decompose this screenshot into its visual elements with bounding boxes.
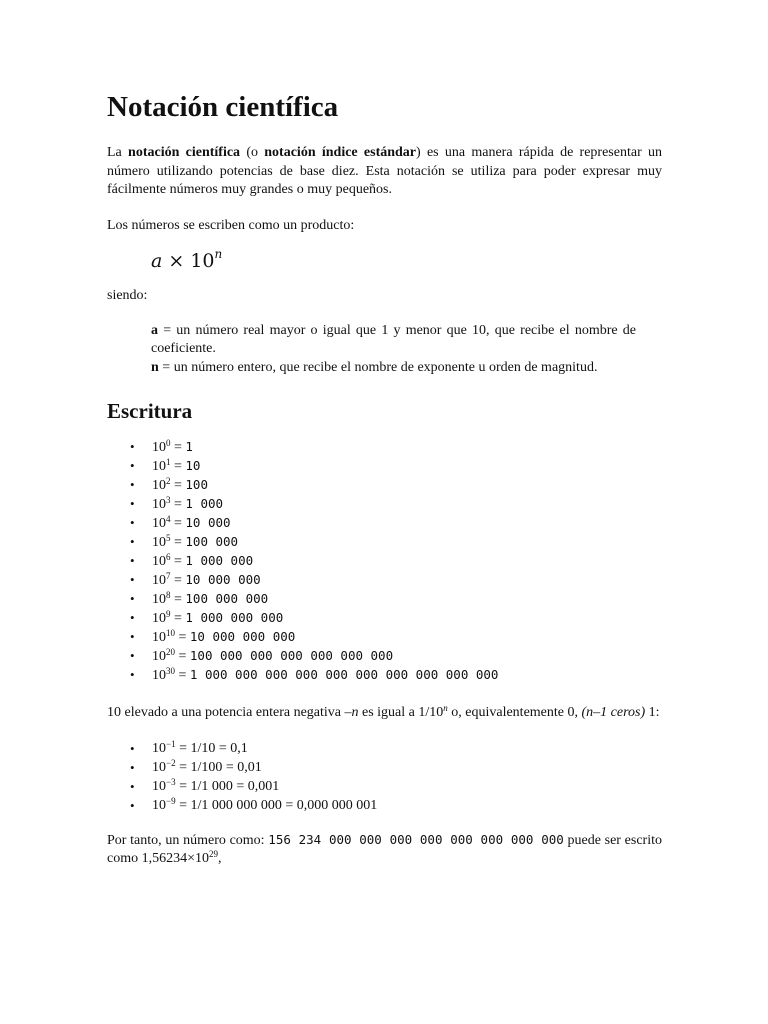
power-exponent: 0	[166, 438, 171, 448]
power-base: 10	[152, 611, 166, 626]
definition-n	[151, 359, 636, 378]
bullet-icon: •	[130, 648, 135, 663]
bullet-icon: •	[130, 591, 135, 606]
bullet-icon: •	[130, 439, 135, 454]
intro-bold-term: notación científica	[128, 145, 241, 160]
power-exponent: 5	[166, 533, 171, 543]
intro-text: (o	[240, 145, 265, 160]
power-base: 10	[152, 759, 166, 775]
list-item	[107, 777, 662, 796]
power-value: 100	[185, 477, 208, 492]
list-item	[107, 551, 662, 570]
final-text: puede ser escrito como 1,56234×10	[107, 832, 662, 866]
list-item	[107, 437, 662, 456]
list-item	[107, 570, 662, 589]
power-base: 10	[152, 797, 166, 813]
power-exponent: 20	[166, 647, 175, 657]
power-base: 10	[152, 668, 166, 683]
power-exponent: −1	[166, 738, 176, 749]
intro-text: La	[107, 145, 129, 160]
power-value: 1 000 000 000 000 000 000 000 000 000 000	[189, 667, 499, 682]
negative-n: –n	[344, 705, 359, 720]
power-base: 10	[152, 649, 166, 664]
bullet-icon: •	[130, 496, 135, 511]
definition-term: a	[151, 322, 158, 338]
formula	[151, 249, 662, 273]
bullet-icon: •	[130, 477, 135, 492]
intro-bold-term: notación índice estándar	[264, 145, 417, 160]
power-exponent: −9	[166, 795, 176, 806]
power-exponent: −3	[166, 776, 176, 787]
list-item	[107, 627, 662, 646]
power-exponent: 1	[166, 457, 171, 467]
power-base: 10	[152, 497, 166, 512]
power-exponent: 4	[166, 514, 171, 524]
power-eq: =	[170, 554, 186, 569]
bullet-icon: •	[130, 797, 135, 813]
section-title: Escritura	[107, 399, 193, 423]
power-base: 10	[152, 516, 166, 531]
final-paragraph	[107, 831, 662, 869]
list-item	[107, 475, 662, 494]
negative-powers-list	[107, 739, 662, 815]
definition-text: un número real mayor o igual que 1 y menor que 10, que recibe el nombre de coeficiente.	[151, 322, 636, 356]
definition-term: n	[151, 359, 159, 375]
power-eq: =	[170, 497, 186, 512]
definition-a	[151, 322, 636, 359]
definition-eq: =	[158, 359, 174, 375]
bullet-icon: •	[130, 534, 135, 549]
power-value: = 1/1 000 = 0,001	[175, 778, 280, 794]
power-eq: =	[170, 516, 186, 531]
list-item	[107, 796, 662, 815]
power-value: = 1/1 000 000 000 = 0,000 000 001	[175, 797, 378, 813]
power-eq: =	[170, 459, 186, 474]
power-base: 10	[152, 778, 166, 794]
document-page	[107, 88, 662, 869]
list-item	[107, 646, 662, 665]
page-title: Notación científica	[107, 91, 339, 123]
power-value: 1 000	[185, 496, 224, 511]
power-eq: =	[175, 668, 190, 683]
definitions	[151, 322, 636, 378]
power-value: = 1/100 = 0,01	[175, 759, 262, 775]
bullet-icon: •	[130, 572, 135, 587]
list-item	[107, 589, 662, 608]
power-base: 10	[152, 592, 166, 607]
power-base: 10	[152, 630, 166, 645]
bullet-icon: •	[130, 629, 135, 644]
power-value: 1	[185, 439, 193, 454]
negative-text: 1:	[645, 705, 660, 720]
product-paragraph: Los números se escriben como un producto:	[107, 217, 355, 233]
power-value: 10 000	[185, 515, 231, 530]
negative-text: es igual a 1/10	[358, 705, 444, 720]
bullet-icon: •	[130, 458, 135, 473]
power-eq: =	[170, 573, 186, 588]
power-exponent: 6	[166, 552, 171, 562]
power-eq: =	[170, 478, 186, 493]
negative-exponent: n	[443, 703, 448, 713]
bullet-icon: •	[130, 740, 135, 756]
power-exponent: 8	[166, 590, 171, 600]
power-base: 10	[152, 459, 166, 474]
powers-list	[107, 437, 662, 684]
power-base: 10	[152, 573, 166, 588]
formula-coefficient: a	[151, 250, 163, 272]
bullet-icon: •	[130, 778, 135, 794]
power-eq: =	[170, 592, 186, 607]
list-item	[107, 494, 662, 513]
bullet-icon: •	[130, 610, 135, 625]
list-item	[107, 532, 662, 551]
power-value: 1 000 000 000	[185, 610, 284, 625]
power-eq: =	[175, 649, 190, 664]
power-base: 10	[152, 440, 166, 455]
power-base: 10	[152, 478, 166, 493]
power-eq: =	[170, 611, 186, 626]
list-item	[107, 608, 662, 627]
list-item	[107, 513, 662, 532]
power-value: 10	[185, 458, 201, 473]
list-item	[107, 665, 662, 684]
power-value: 100 000 000	[185, 591, 269, 606]
power-exponent: −2	[166, 757, 176, 768]
power-exponent: 10	[166, 628, 175, 638]
power-base: 10	[152, 740, 166, 756]
power-eq: =	[175, 630, 190, 645]
power-base: 10	[152, 554, 166, 569]
power-exponent: 7	[166, 571, 171, 581]
intro-paragraph	[107, 144, 662, 200]
definition-text: un número entero, que recibe el nombre de exponente u orden de magnitud.	[173, 359, 598, 375]
negative-paragraph	[107, 704, 662, 723]
formula-times: × 10	[162, 250, 215, 272]
power-value: 100 000	[185, 534, 239, 549]
siendo-paragraph: siendo:	[107, 288, 148, 303]
final-exponent: 29	[209, 849, 218, 859]
bullet-icon: •	[130, 667, 135, 682]
power-exponent: 3	[166, 495, 171, 505]
power-exponent: 9	[166, 609, 171, 619]
power-eq: =	[170, 440, 186, 455]
bullet-icon: •	[130, 515, 135, 530]
power-value: 10 000 000 000	[189, 629, 296, 644]
list-item	[107, 758, 662, 777]
list-item	[107, 739, 662, 758]
power-value: 100 000 000 000 000 000 000	[189, 648, 394, 663]
intro-text: ) es una manera rápida de representar un número utilizando potencias de base diez. Esta notación se utiliza para poder expresar muy fácilmente números muy grandes o muy pequeños.	[107, 145, 662, 197]
final-text: Por tanto, un número como:	[107, 832, 269, 848]
power-exponent: 30	[166, 666, 175, 676]
power-base: 10	[152, 535, 166, 550]
bullet-icon: •	[130, 759, 135, 775]
negative-zeros: (n–1 ceros)	[581, 705, 646, 720]
power-exponent: 2	[166, 476, 171, 486]
power-eq: =	[170, 535, 186, 550]
bullet-icon: •	[130, 553, 135, 568]
formula-exponent: n	[214, 247, 223, 261]
list-item	[107, 456, 662, 475]
definition-eq: =	[158, 322, 177, 338]
power-value: 10 000 000	[185, 572, 261, 587]
negative-text: 10 elevado a una potencia entera negativa	[107, 705, 345, 720]
final-text: ,	[218, 851, 222, 866]
power-value: 1 000 000	[185, 553, 254, 568]
power-value: = 1/10 = 0,1	[175, 740, 248, 756]
final-number: 156 234 000 000 000 000 000 000 000 000	[268, 831, 564, 847]
negative-text: o, equivalentemente 0,	[447, 705, 582, 720]
